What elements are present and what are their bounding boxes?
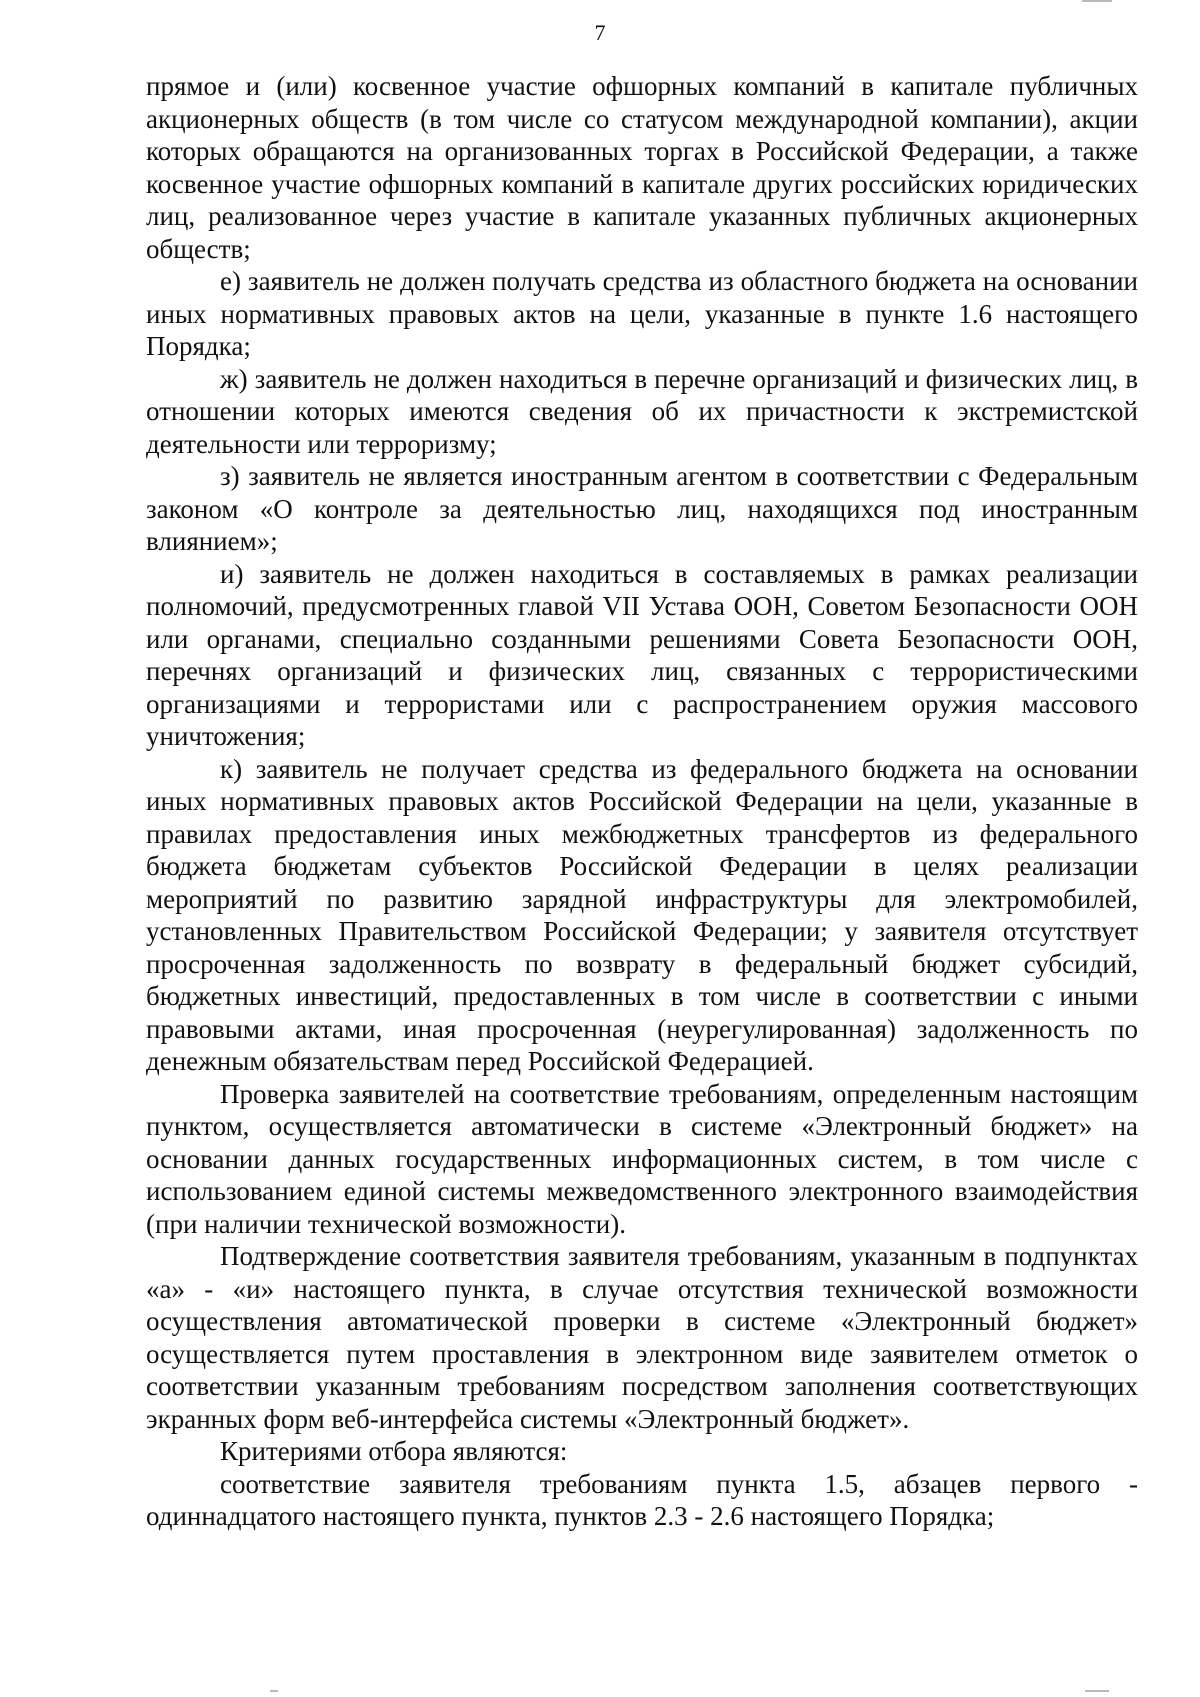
paragraph-item-i: и) заявитель не должен находиться в составляемых в рамках реализации полномочий, предусмотренных главой VII Устава ООН, Советом Безопасности ООН или органами, специально созданными решениями Совета Безопасности ООН, перечнях организаций и физических лиц, связанных с террористическими организациями и террористами или с распространением оружия массового уничтожения; — [146, 558, 1138, 751]
scan-mark-bottom-left — [270, 1690, 278, 1692]
paragraph-criteria-item: соответствие заявителя требованиям пункта 1.5, абзацев первого - одиннадцатого настоящего пункта, пунктов 2.3 - 2.6 настоящего Порядка; — [146, 1468, 1138, 1531]
paragraph-item-k: к) заявитель не получает средства из федерального бюджета на основании иных нормативных правовых актов Российской Федерации на цели, указанные в правилах предоставления иных межбюджетных трансфертов из федерального бюджета бюджетам субъектов Российской Федерации в целях реализации мероприятий по развитию зарядной инфраструктуры для электромобилей, установленных Правительством Российской Федерации; у заявителя отсутствует просроченная задолженность по возврату в федеральный бюджет субсидий, бюджетных инвестиций, предоставленных в том числе в соответствии с иными правовыми актами, иная просроченная (неурегулированная) задолженность по денежным обязательствам перед Российской Федерацией. — [146, 753, 1138, 1076]
scan-mark-top-right — [1082, 0, 1112, 2]
paragraph-item-z: з) заявитель не является иностранным агентом в соответствии с Федеральным законом «О контроле за деятельностью лиц, находящихся под иностранным влиянием»; — [146, 461, 1138, 556]
paragraph-item-e: е) заявитель не должен получать средства из областного бюджета на основании иных нормативных правовых актов на цели, указанные в пункте 1.6 настоящего Порядка; — [146, 266, 1138, 361]
paragraph-item-zh: ж) заявитель не должен находиться в перечне организаций и физических лиц, в отношении которых имеются сведения об их причастности к экстремистской деятельности или терроризму; — [146, 363, 1138, 459]
paragraph-verification: Проверка заявителей на соответствие требованиям, определенным настоящим пунктом, осуществляется автоматически в системе «Электронный бюджет» на основании данных государственных информационных систем, в том числе с использованием единой системы межведомственного электронного взаимодействия (при наличии технической возможности). — [146, 1078, 1138, 1239]
page-number: 7 — [594, 20, 606, 45]
paragraph-confirmation: Подтверждение соответствия заявителя требованиям, указанным в подпунктах «а» - «и» настоящего пункта, в случае отсутствия технической возможности осуществления автоматической проверки в системе «Электронный бюджет» осуществляется путем проставления в электронном виде заявителем отметок о соответствии указанным требованиям посредством заполнения соответствующих экранных форм веб-интерфейса системы «Электронный бюджет». — [146, 1241, 1138, 1434]
scan-mark-bottom-right — [1085, 1690, 1109, 1692]
document-body — [146, 70, 1138, 1533]
paragraph-criteria-heading: Критериями отбора являются: — [220, 1436, 568, 1466]
paragraph-continuation: прямое и (или) косвенное участие офшорных компаний в капитале публичных акционерных обществ (в том числе со статусом международной компании), акции которых обращаются на организованных торгах в Российской Федерации, а также косвенное участие офшорных компаний в капитале других российских юридических лиц, реализованное через участие в капитале указанных публичных акционерных обществ; — [146, 71, 1138, 264]
